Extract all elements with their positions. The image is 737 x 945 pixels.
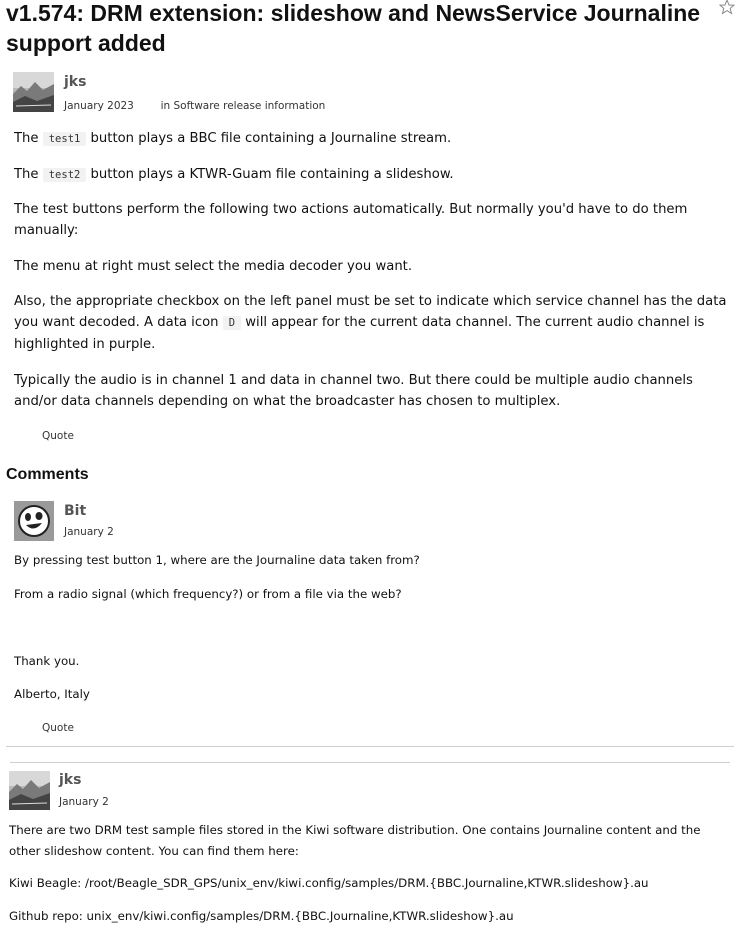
smiley-avatar-icon: [14, 501, 54, 541]
comments-heading: Comments: [6, 466, 89, 483]
comment-author[interactable]: Bit: [64, 503, 87, 519]
page-title: v1.574: DRM extension: slideshow and NewsService Journaline support added: [6, 0, 701, 56]
category-link[interactable]: Software release information: [173, 100, 326, 112]
author-avatar[interactable]: [13, 72, 54, 112]
comment-line: From a radio signal (which frequency?) or from a file via the web?: [14, 587, 402, 601]
text: Also, the appropriate checkbox on the left panel must be set to indicate which service channel has the data you want decoded. A data icon: [14, 294, 727, 330]
comment-divider: [6, 746, 734, 747]
comment-line: Thank you.: [14, 654, 80, 668]
comment-author[interactable]: jks: [59, 772, 82, 788]
comment-line: There are two DRM test sample files stored in the Kiwi software distribution. One contains Journaline content and the other slideshow content. You can find them here:: [9, 823, 701, 858]
text: The: [14, 131, 39, 146]
commenter-avatar[interactable]: [9, 771, 50, 810]
star-icon[interactable]: [719, 0, 735, 15]
text: button plays a BBC file containing a Journaline stream.: [90, 131, 452, 146]
category-prefix: in: [160, 100, 171, 112]
inline-code-test1: test1: [43, 132, 87, 146]
text: button plays a KTWR-Guam file containing a slideshow.: [90, 167, 454, 182]
post-paragraph-5: [14, 291, 734, 355]
commenter-avatar[interactable]: [14, 501, 54, 541]
landscape-avatar-icon: [13, 72, 54, 112]
text: The: [14, 167, 39, 182]
post-author[interactable]: jks: [64, 74, 87, 90]
quote-button[interactable]: Quote: [42, 430, 74, 442]
comment-line: By pressing test button 1, where are the Journaline data taken from?: [14, 553, 420, 567]
comment-line: Alberto, Italy: [14, 687, 90, 701]
comment-line: Github repo: unix_env/kiwi.config/samples/DRM.{BBC.Journaline,KTWR.slideshow}.au: [9, 909, 514, 923]
post-paragraph-4: The menu at right must select the media decoder you want.: [14, 259, 413, 274]
post-paragraph-6: Typically the audio is in channel 1 and data in channel two. But there could be multiple audio channels and/or data channels depending on what the broadcaster has chosen to multiplex.: [14, 373, 693, 409]
comment-date: January 2: [59, 796, 109, 808]
comment-divider: [10, 762, 730, 763]
comment-line: Kiwi Beagle: /root/Beagle_SDR_GPS/unix_env/kiwi.config/samples/DRM.{BBC.Journaline,KTWR.slideshow}.au: [9, 876, 649, 890]
post-paragraph-1: [14, 128, 734, 150]
post-meta: [64, 100, 325, 112]
post-paragraph-2: [14, 164, 734, 186]
inline-code-test2: test2: [43, 168, 87, 182]
inline-code-data-icon: D: [223, 316, 241, 330]
landscape-avatar-icon: [9, 771, 50, 810]
post-paragraph-3: The test buttons perform the following two actions automatically. But normally you'd have to do them manually:: [14, 202, 688, 238]
text: will appear for the current data channel. The current audio channel is highlighted in purple.: [14, 315, 705, 352]
post-date: January 2023: [64, 100, 134, 112]
comment-date: January 2: [64, 526, 114, 538]
quote-button[interactable]: Quote: [42, 722, 74, 734]
